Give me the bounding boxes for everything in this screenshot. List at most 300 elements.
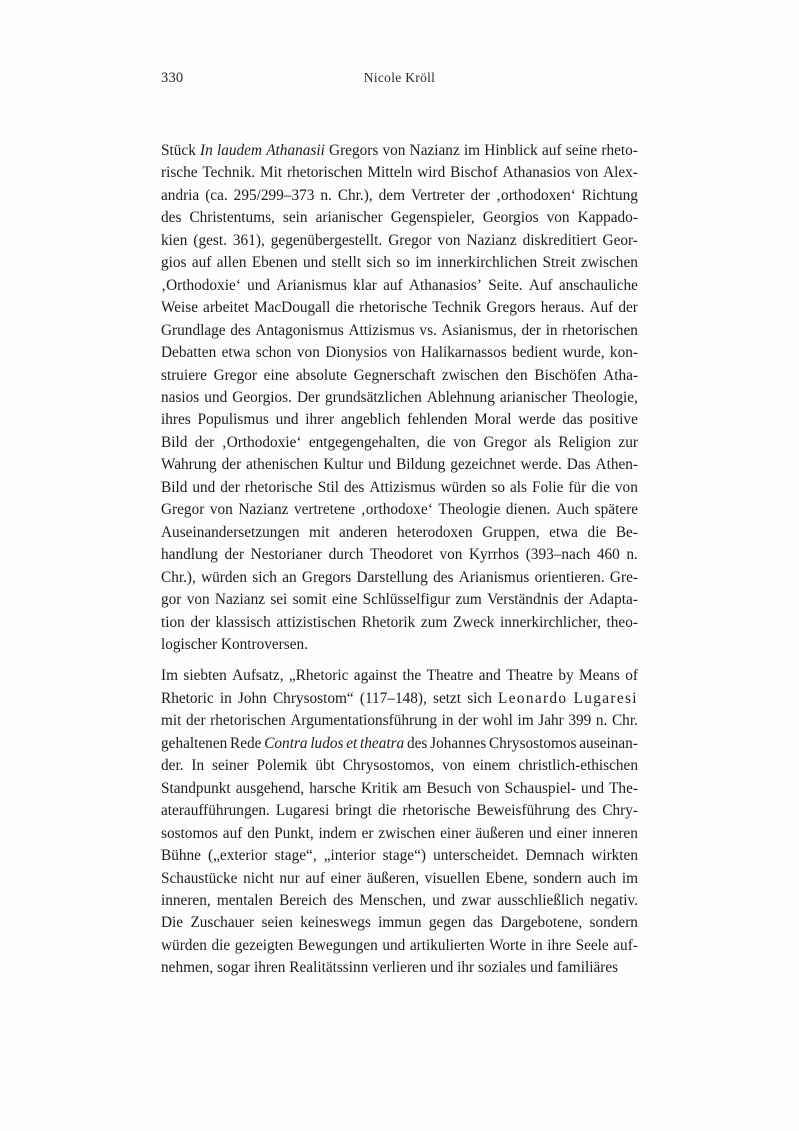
word: nicht (243, 869, 274, 887)
word: Lugaresi (275, 802, 330, 820)
text-line (161, 499, 638, 521)
word: ludos (310, 734, 344, 752)
word: Stück (161, 142, 196, 159)
word: die (211, 936, 231, 954)
word: zwar (461, 891, 492, 909)
word: Athanasios (502, 164, 571, 182)
word: and (478, 667, 501, 685)
word: inneren (592, 824, 638, 842)
text-line (161, 912, 638, 934)
word: Rhetoric (161, 689, 214, 707)
word: rische (161, 164, 198, 182)
word: Rhetorik (361, 613, 416, 631)
text-line (161, 409, 638, 431)
word: auch (587, 869, 617, 887)
word: theatra (360, 734, 405, 752)
word: rhetorische (244, 478, 313, 496)
word: mentalen (216, 891, 273, 909)
text-line (161, 432, 638, 454)
word: Asianismus, (441, 321, 517, 339)
word: etwa (221, 344, 251, 362)
word: Athanasii (266, 142, 325, 159)
text-line (161, 733, 638, 755)
word: Kappado- (577, 209, 638, 227)
word: Debatten (161, 344, 217, 362)
word: Gegnerschaft (353, 366, 436, 384)
word: rhetorische (402, 802, 471, 820)
word: Attizismus (348, 321, 415, 339)
word: und (382, 936, 406, 954)
word: würden (440, 478, 487, 496)
word: im (517, 712, 534, 730)
word: im (463, 142, 481, 159)
text-line (161, 800, 638, 822)
word: Folie (531, 478, 564, 496)
text-line (161, 454, 638, 476)
text-line (161, 387, 638, 409)
word: Religion (558, 433, 612, 451)
word: Verständnis (487, 591, 559, 609)
word: von (439, 546, 463, 564)
word: Schaustücke (161, 869, 238, 887)
word: von (476, 779, 500, 797)
word: rhetorischen (286, 164, 363, 182)
word: würden (161, 936, 207, 954)
word: in (219, 689, 232, 707)
word: auf (222, 824, 243, 842)
text-run: nehmen, sogar ihren Realitätssinn verlieren und ihr soziales und familiäres (161, 959, 619, 977)
text-line (161, 162, 638, 184)
word: des (161, 209, 182, 227)
word: gios (161, 254, 187, 272)
word: the (402, 667, 422, 685)
word: die (335, 299, 355, 317)
word: Chr.), (161, 568, 196, 586)
word: Chrysostomos (488, 734, 577, 752)
word: Christentums, (189, 209, 275, 227)
word: In (191, 757, 205, 775)
word: Auch (556, 501, 590, 519)
word: Richtung (581, 186, 638, 204)
word: vs. (419, 321, 437, 339)
word: Technik. (202, 164, 256, 182)
word: nur (279, 869, 300, 887)
word: Theatre (426, 667, 474, 685)
word: Punkt, (274, 824, 314, 842)
word: arbeitet (203, 299, 249, 317)
word: von (209, 501, 233, 519)
word: und (368, 456, 392, 474)
text-line (161, 544, 638, 566)
word: Be- (615, 523, 638, 541)
word: (117–148), (359, 689, 427, 707)
word: Theologie, (572, 388, 638, 406)
word: Gre- (609, 568, 638, 586)
word: der (458, 712, 478, 730)
word: sei (270, 591, 288, 609)
word: er (361, 824, 374, 842)
word: seiner (212, 757, 249, 775)
word: Ebenen (251, 254, 298, 272)
text-line (161, 185, 638, 207)
word: sich (252, 568, 277, 586)
paragraph (161, 140, 638, 656)
word: of (625, 667, 638, 685)
word: Nazianz (409, 142, 460, 159)
word: äußeren, (366, 869, 420, 887)
word: Athanasios’ (408, 276, 482, 294)
running-head-title: Nicole Kröll (363, 70, 436, 85)
word: sein (282, 209, 308, 227)
word: Zweck (452, 613, 495, 631)
word: artikulierten (409, 936, 485, 954)
word: Chr.), (337, 186, 373, 204)
word: in (530, 936, 543, 954)
word: schon (255, 344, 292, 362)
word: einer (556, 824, 588, 842)
text-line (161, 207, 638, 229)
word: arianischer (315, 209, 383, 227)
word: zum (455, 591, 482, 609)
word: Ablehnung (426, 388, 495, 406)
word: ‚Orthodoxie‘ (221, 433, 302, 451)
text-line (161, 710, 638, 732)
word: der (221, 456, 242, 474)
word: einer (330, 869, 362, 887)
word: Attizismus (369, 478, 436, 496)
word: Demnach (525, 847, 585, 865)
word: against (353, 667, 398, 685)
word: wohl (482, 712, 513, 730)
text-line (161, 890, 638, 912)
word: die (591, 478, 610, 496)
word: äußeren (475, 824, 524, 842)
word: klar (353, 276, 377, 294)
word: Dargebotene, (500, 914, 583, 932)
word: attizistischen (276, 613, 357, 631)
word: „interior (323, 847, 376, 865)
word: Stil (317, 478, 339, 496)
word: anschauliche (558, 276, 638, 294)
word: positive (589, 411, 638, 429)
word: Theodoret (370, 546, 433, 564)
word: mit (309, 523, 330, 541)
word: den (505, 366, 528, 384)
word: dem (378, 186, 405, 204)
word: („exterior (208, 847, 268, 865)
text-line (161, 297, 638, 319)
word: Kritik (361, 779, 398, 797)
word: sich (366, 254, 392, 272)
word: n. (595, 712, 608, 730)
word: Weise (161, 299, 198, 317)
word: somit (292, 591, 327, 609)
word: gezeigten (234, 936, 294, 954)
word: Aufsatz, (232, 667, 284, 685)
word: Gregors (301, 568, 352, 586)
word: visuellen (424, 869, 480, 887)
word: der (618, 299, 638, 317)
word: 460 (596, 546, 620, 564)
word: bringt (335, 802, 372, 820)
word: im (621, 869, 638, 887)
word: anderen (339, 523, 388, 541)
word: Standpunkt (161, 779, 231, 797)
word: diskreditiert (522, 231, 597, 249)
word: Besuch (426, 779, 472, 797)
word: Gruppen, (482, 523, 540, 541)
word: Arianismus (276, 276, 347, 294)
word: nasios (161, 388, 200, 406)
word: ihre (547, 936, 571, 954)
word: werde. (520, 456, 562, 474)
word: keineswegs (300, 914, 371, 932)
word: werde (518, 411, 556, 429)
word: des (406, 734, 428, 752)
word: Rede (230, 734, 262, 752)
word: Polemik (256, 757, 308, 775)
text-line (161, 755, 638, 777)
word: auseinan- (579, 734, 638, 752)
word: von (614, 478, 638, 496)
text-line (161, 823, 638, 845)
text-line (161, 778, 638, 800)
word: (gest. (193, 231, 227, 249)
word: ‚Orthodoxie‘ (161, 276, 241, 294)
paragraph (161, 665, 638, 979)
word: auf (191, 254, 212, 272)
word: Bild (161, 478, 188, 496)
word: Seele (575, 936, 609, 954)
word: heterodoxen (397, 523, 473, 541)
word: Bewegungen (297, 936, 378, 954)
word: Darstellung (356, 568, 428, 586)
word: handlung (161, 546, 218, 564)
word: innerkirchlichen (436, 254, 538, 272)
word: in (441, 712, 454, 730)
word: Ebene, (485, 869, 528, 887)
text-line (161, 275, 638, 297)
word: Populismus (197, 411, 269, 429)
word: dienen. (505, 501, 551, 519)
text-line (161, 477, 638, 499)
word: Vertreter (410, 186, 465, 204)
text-line (161, 589, 638, 611)
word: MacDougall (253, 299, 331, 317)
word: Mitteln (367, 164, 413, 182)
word: von (382, 142, 406, 159)
word: der (194, 433, 215, 451)
word: angeblich (340, 411, 401, 429)
word: und (528, 824, 552, 842)
word: struiere (161, 366, 207, 384)
word: Bild (161, 433, 188, 451)
word: Mit (260, 164, 283, 182)
word: Worte (489, 936, 527, 954)
word: als (534, 433, 552, 451)
word: kien (161, 231, 188, 249)
word: Leonardo (498, 689, 568, 707)
word: ‚orthodoxen‘ (495, 186, 576, 204)
word: Bühne (161, 847, 201, 865)
word: grundsätzlichen (324, 388, 422, 406)
word: Antagonismus (255, 321, 344, 339)
word: Nestorianer (250, 546, 322, 564)
word: Bereich (279, 891, 327, 909)
word: Atha- (603, 366, 638, 384)
word: und (192, 478, 216, 496)
word: Means (579, 667, 620, 685)
word: siebten (183, 667, 227, 685)
word: Geor- (602, 231, 638, 249)
word: durch (328, 546, 364, 564)
text-line (161, 252, 638, 274)
word: rhetorischen (210, 712, 286, 730)
word: by (558, 667, 574, 685)
word: gor (161, 591, 182, 609)
word: 295/299–373 (233, 186, 315, 204)
word: Lugaresi (573, 689, 638, 707)
word: Nazianz (214, 591, 266, 609)
text-line (161, 688, 638, 710)
word: negativ. (590, 891, 638, 909)
word: Chry- (602, 802, 638, 820)
word: eine (263, 366, 290, 384)
word: von (442, 757, 466, 775)
word: Gregor (388, 231, 432, 249)
word: eine (331, 591, 358, 609)
word: ausgehend, (235, 779, 305, 797)
word: (ca. (205, 186, 228, 204)
word: setzt (433, 689, 462, 707)
word: Bildung (396, 456, 446, 474)
word: ‚orthodoxe‘ (360, 501, 433, 519)
word: einem (472, 757, 511, 775)
word: von (296, 344, 320, 362)
text-line (161, 365, 638, 387)
word: Grundlage (161, 321, 226, 339)
word: The- (609, 779, 638, 797)
word: Gregors (486, 299, 536, 317)
word: Gregors (329, 142, 379, 159)
word: sondern (533, 869, 582, 887)
word: Georgios (482, 209, 539, 227)
word: Nazianz (466, 231, 517, 249)
word: Argumentationsführung (290, 712, 438, 730)
word: seien (261, 914, 293, 932)
word: der (186, 712, 206, 730)
word: Technik (432, 299, 482, 317)
word: Schauspiel- (504, 779, 576, 797)
word: entgegengehalten, (308, 433, 420, 451)
word: der (220, 478, 240, 496)
word: In (200, 142, 213, 159)
word: Auf (528, 276, 553, 294)
word: bedient (512, 344, 558, 362)
running-head (161, 70, 638, 90)
word: der (563, 591, 584, 609)
word: rheto- (601, 142, 638, 159)
word: übt (315, 757, 335, 775)
word: andria (161, 186, 200, 204)
word: Dionysios (325, 344, 388, 362)
word: Zuschauer (190, 914, 255, 932)
text-run: logischer Kontroversen. (161, 635, 308, 653)
word: gegenübergestellt. (270, 231, 383, 249)
word: der (224, 546, 245, 564)
word: ihrer (305, 411, 335, 429)
word: 399 (568, 712, 592, 730)
word: auf- (613, 936, 638, 954)
word: stage“) (382, 847, 426, 865)
text-line (161, 320, 638, 342)
page-number: 330 (161, 70, 184, 86)
word: klassisch (215, 613, 271, 631)
word: der (190, 613, 210, 631)
word: Gegenspieler, (390, 209, 475, 227)
word: Adapta- (588, 591, 638, 609)
word: und (303, 254, 326, 272)
word: wirkten (591, 847, 638, 865)
word: der. (161, 757, 184, 775)
word: ihres (161, 411, 191, 429)
text-line (161, 957, 638, 979)
word: ateraufführungen. (161, 802, 270, 820)
word: Kultur (323, 456, 364, 474)
word: fehlenden (407, 411, 468, 429)
word: Halikarnassos (420, 344, 507, 362)
word: zum (420, 613, 448, 631)
word: Gregor (213, 366, 257, 384)
word: Jahr (538, 712, 564, 730)
word: unterscheidet. (433, 847, 519, 865)
word: innerkirchlicher, (500, 613, 601, 631)
word: auf (383, 276, 403, 294)
text-line (161, 140, 638, 162)
word: in (545, 321, 558, 339)
text-line (161, 612, 638, 634)
word: zwischen (580, 254, 638, 272)
word: christlich-ethischen (518, 757, 638, 775)
word: von (392, 344, 416, 362)
word: allen (216, 254, 247, 272)
word: würden (201, 568, 247, 586)
word: an (282, 568, 297, 586)
word: den (247, 824, 270, 842)
word: auf (305, 869, 325, 887)
word: so (396, 254, 411, 272)
word: Beweisführung (476, 802, 570, 820)
word: sondern (589, 914, 638, 932)
word: das (562, 411, 583, 429)
word: Bischöfen (534, 366, 597, 384)
word: Auseinandersetzungen (161, 523, 300, 541)
word: des (433, 568, 454, 586)
word: der (470, 186, 490, 204)
text-line (161, 868, 638, 890)
word: das (472, 914, 494, 932)
body-text-block (161, 140, 638, 980)
word: seine (565, 142, 598, 159)
word: Bischof (450, 164, 498, 182)
word: ausschließlich (497, 891, 584, 909)
word: „Rhetoric (288, 667, 349, 685)
word: und (432, 891, 456, 909)
word: Im (161, 667, 178, 685)
word: et (346, 734, 358, 752)
word: Moral (474, 411, 512, 429)
word: Auf (589, 299, 614, 317)
